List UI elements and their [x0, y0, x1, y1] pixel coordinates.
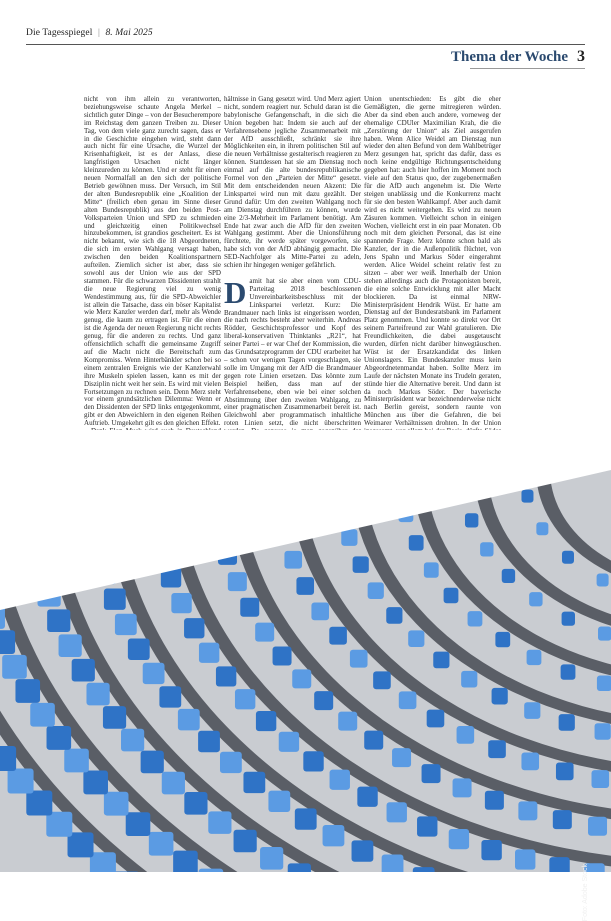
paper-name: Die Tagesspiegel: [26, 28, 92, 38]
paragraph: hältnisse in Gang gesetzt wird. Und Merz agiert nicht, sondern reagiert nur. Schuld daran ist die babylonische Gefangenschaft, in die sich die Union begeben hat: Indem sie auch auf der Verfahrensebene jegliche Zusammenarbeit mit der AfD ausschließt, schränkt sie ihre Möglichkeiten ein, in ihrem politischen Stil auf die neuen Verhältnisse gestalterisch reagieren zu können. Stattdessen hat sie am Dienstag noch einmal auf die alte bundesrepublikanische Formel von den „Parteien der Mitte“ gesetzt. Mit dem entscheidenden neuen Akzent: Die Linkspartei wird nun mit dazu gezählt. Der Grund dafür: Um den zweiten Wahlgang noch am Dienstag durchführen zu können, wurde eine 2/3-Mehrheit im Parlament benötigt. Am Ende hat zwar auch die AfD für den zweiten Wahlgang gestimmt. Aber die Unionsführung fürchtete, ihr werde später vorgeworfen, sie habe sich von der AfD abhängig gemacht. Die SED-Nachfolger als Mitte-Partei zu adeln, schien ihr hingegen weniger gefährlich.: [224, 96, 361, 270]
chair: [399, 691, 417, 709]
chair: [149, 832, 174, 856]
drop-cap: D: [224, 280, 246, 305]
chair: [240, 598, 259, 617]
chair: [126, 812, 151, 836]
chair: [162, 772, 185, 795]
chair: [595, 723, 611, 740]
chair: [103, 706, 126, 729]
chair: [591, 770, 609, 788]
chair: [424, 562, 439, 577]
chair: [68, 832, 94, 857]
paragraph: Union unentschieden: Es gibt die eher Gemäßigten, die gerne mitregieren würden. Aber da sind eben auch andere, vorneweg der ehemalige CDUler Maximilian Krah, die die „Zerstörung der Union“ als Ziel ausgerufen haben. Wenn Alice Weidel am Dienstag nun wieder den alten Befund von dem Wahlbetrüger Merz gesungen hat, spricht das dafür, dass es noch keine endgültige Richtungsentscheidung gegeben hat: auch hier hoffen im Moment noch viele auf den Status quo, der zugebenermaßen für die AfD auch angenehm ist. Die Werte steigen unablässig und die Konkurrenz macht für sie den besten Wahlkampf. Aber auch damit wird es nicht weitergehen. Es wird zu neuen Zäsuren kommen. Vielleicht schon in einigen Wochen, vielleicht erst in ein paar Monaten. Ob noch mit dem gleichen Personal, das ist eine spannende Frage. Merz könnte schon bald als Kanzler, der in die Außenpolitik flüchtet, von Jens Spahn und Markus Söder eingerahmt werden. Alice Weidel scheint relativ fest zu sitzen – aber wer weiß. Innerhalb der Union stehen allerdings auch die Protagonisten bereit, die eine solche Entwicklung mit aller Macht blockieren. Da ist einmal NRW-Ministerpräsident Hendrik Wüst. Er hatte am Dienstag auf der Bundesratsbank im Parlament Platz genommen. Und konnte so direkt vor Ort seinem Parteifreund zur Wahl gratulieren. Die Freundlichkeiten, die dabei ausgetauscht wurden, dürfen nicht darüber hinwegtäuschen. Wüst ist der Ersatzkandidat des linken Unionslagers. Ein Bundeskanzler muss kein Abgeordnetenmandat haben. Sollte Merz im Laufe der nächsten Monate ins Trudeln geraten, stünde hier die Alternative bereit. Und dann ist da noch Markus Söder. Der bayerische Ministerpräsident war bezeichnenderweise nicht nach Berlin gereist, sondern raunte von München aus über die Gefahren, die bei Weimarer Verhältnissen drohten. In der Union: [364, 96, 501, 476]
chair: [597, 676, 611, 691]
chair: [457, 726, 475, 744]
chair: [524, 702, 540, 719]
photo-credit: Foto: Adobe Stock: [582, 864, 589, 921]
page-number: 3: [577, 48, 585, 66]
chair: [559, 714, 575, 731]
chair: [413, 867, 435, 872]
chair: [515, 849, 535, 869]
chair: [8, 769, 34, 794]
chair: [461, 671, 477, 688]
chair: [488, 740, 506, 758]
chair: [216, 666, 236, 686]
chair: [143, 663, 165, 684]
chair: [521, 753, 539, 771]
chair: [495, 632, 510, 647]
chair: [288, 863, 311, 872]
plenary-hall-photo: [0, 430, 611, 872]
chair: [553, 810, 572, 829]
chair: [178, 709, 200, 730]
chair: [64, 749, 89, 773]
chair: [485, 791, 504, 810]
chair: [453, 778, 472, 797]
chair: [30, 703, 55, 727]
chair: [26, 790, 52, 815]
chair: [295, 808, 317, 829]
chair: [350, 650, 368, 668]
chair: [0, 746, 16, 771]
chair: [386, 607, 402, 624]
chair: [121, 729, 144, 752]
chair: [518, 801, 537, 820]
chair: [141, 751, 164, 774]
chair: [199, 869, 224, 872]
chair: [352, 840, 374, 861]
chair: [382, 854, 404, 872]
section-title: Thema der Woche: [451, 49, 568, 66]
chair: [47, 726, 72, 750]
chair: [323, 825, 345, 846]
chair: [220, 752, 242, 773]
chair: [364, 731, 383, 750]
chair: [104, 792, 129, 816]
chair: [502, 569, 515, 583]
chair: [392, 748, 411, 767]
chair: [481, 840, 501, 860]
separator: |: [98, 28, 100, 38]
chair: [330, 770, 350, 790]
chair: [83, 771, 108, 795]
chair: [492, 688, 508, 705]
chair: [198, 731, 220, 752]
chair: [15, 679, 40, 703]
chair: [314, 691, 333, 710]
chair: [529, 592, 542, 606]
paragraph: nicht von ihm allein zu verantworten, beziehungsweise schaute Angela Merkel – sichtlich guter Dinge – von der Besucherempore im Reichstag dem ganzen Treiben zu. Dieser Tag, von dem viele ganz zurecht sagen, dass er in die Geschichte eingehen wird, steht dann auch nicht für eine Ursache, die Wurzel der Krisenhaftigkeit, ist es der Anlass, diese langfristigen Ursachen nicht länger kleinzureden zu können. Und er steht für einen neuen Normalfall an den sich der politische Betrieb gewöhnen muss. Der Versuch, im Stil der alten Bundesrepublik eine „Koalition der Mitte“ (freilich eben genau im Sinne dieser alten Bundesrepublik) aus den beiden Post-Volksparteien Union und SPD zu schmieden und gleichzeitig einen Politikwechsel hinzubekommen, ist grandios gescheitert. Es ist nicht bekannt, wie sich die 18 Abgeordneten, die sich im ersten Wahlgang versagt haben, zwischen den beiden Koalitionspartnern aufteilen. Ziemlich sicher ist aber, dass sie sowohl aus der Union wie aus der SPD stammen. Für die schwarzen Dissidenten strahlt die neue Regierung viel zu wenig Wendestimmung aus, für die SPD-Abweichler ist allein die Tatsache, dass ein böser Kapitalist wie Merz Kanzler werden darf, mehr als Wende genug, die kaum zu ertragen ist. Für die einen ist die Agenda der neuen Regierung nicht rechts genug, für die anderen zu rechts. Und ganz offensichtlich schafft die gemeinsame Zugriff auf die Macht nicht die Bereitschaft zum Kompromiss. Wenn Hinterbänkler schon bei so einem zentralen Ereignis wie der Kanzlerwahl ihre Muskeln spielen lassen, kann es mit der Disziplin nicht weit her sein. Es wird mit vielen Fortsetzungen zu rechnen sein. Denn Merz steht vor einem grundsätzlichen Dilemma: Wenn er den Dissidenten der SPD links entgegenkommt, gibt er den Abweichlern in den eigenen Reihen Auftrieb. Umgekehrt gilt es den gleichen Effekt.: [84, 96, 221, 428]
chair: [59, 634, 82, 657]
chair: [184, 618, 204, 638]
chair: [357, 787, 377, 807]
chair: [427, 710, 445, 728]
chair: [303, 751, 323, 771]
chair: [329, 627, 347, 645]
issue-date: 8. Mai 2025: [105, 28, 152, 38]
chair: [527, 650, 542, 665]
chair: [256, 711, 276, 731]
chair: [468, 611, 483, 626]
chair: [368, 582, 384, 599]
chair: [260, 847, 283, 870]
chair: [562, 551, 574, 564]
chair: [208, 811, 231, 834]
chair: [562, 612, 575, 626]
chair: [90, 852, 116, 872]
chair: [255, 623, 274, 642]
chair: [417, 816, 437, 836]
chair: [72, 659, 95, 682]
chair: [549, 857, 569, 872]
section-header: [451, 48, 585, 66]
chair: [373, 671, 391, 689]
chair: [128, 639, 150, 660]
chair: [273, 647, 292, 666]
chair: [268, 791, 290, 812]
chair: [422, 764, 441, 783]
chair: [199, 643, 219, 663]
chair: [159, 686, 181, 707]
chair: [46, 812, 72, 837]
chair: [444, 588, 459, 603]
chair: [292, 669, 311, 688]
chair: [235, 689, 255, 709]
chair: [243, 772, 265, 793]
header-rule: [26, 44, 585, 45]
chair: [598, 626, 611, 640]
chair: [387, 802, 407, 822]
chair: [234, 830, 257, 853]
chair: [173, 851, 198, 872]
chair: [556, 762, 574, 780]
chair: [449, 829, 469, 849]
masthead: [26, 28, 153, 38]
lead-text: amit hat sie aber einen vom CDU-Parteitag 2018 beschlossenen Unvereinbarkeitsbeschluss mit der Linkspartei verletzt. Kurz: Die Brandmauer nach links ist eingerissen worden, die nach rechts besteht aber weiterhin. Andreas Rödder, Geschichtsprofessor und Kopf des liberal-konservativen Thinktanks „R21“, hat seiner Partei – er war Chef der Kommission, die das Grundsatzprogramm der CDU erarbeitet hat – schon vor wenigen Tagen vorgeschlagen, sie solle im Umgang mit der AfD die Brandmauer gegen rote Linien ersetzen. Das könnte zum Beispiel heißen, dass man auf der Verfahrensebene, eben wie bei einer solchen Abstimmung über den zweiten Wahlgang, zu einer pragmatischen Zusammenarbeit bereit ist. Gleichwohl aber programmatisch inhaltliche roten Linien setzt, die nicht überschritten: [224, 277, 361, 467]
chair: [184, 792, 207, 815]
chair: [311, 602, 329, 620]
chair: [86, 683, 109, 706]
chair: [433, 652, 449, 669]
chair: [561, 664, 576, 679]
chair: [338, 712, 357, 731]
chair: [597, 573, 609, 586]
chair: [279, 732, 299, 752]
chair: [408, 630, 424, 647]
chair: [588, 817, 607, 836]
chair: [2, 655, 27, 679]
section-rule: [470, 68, 585, 69]
